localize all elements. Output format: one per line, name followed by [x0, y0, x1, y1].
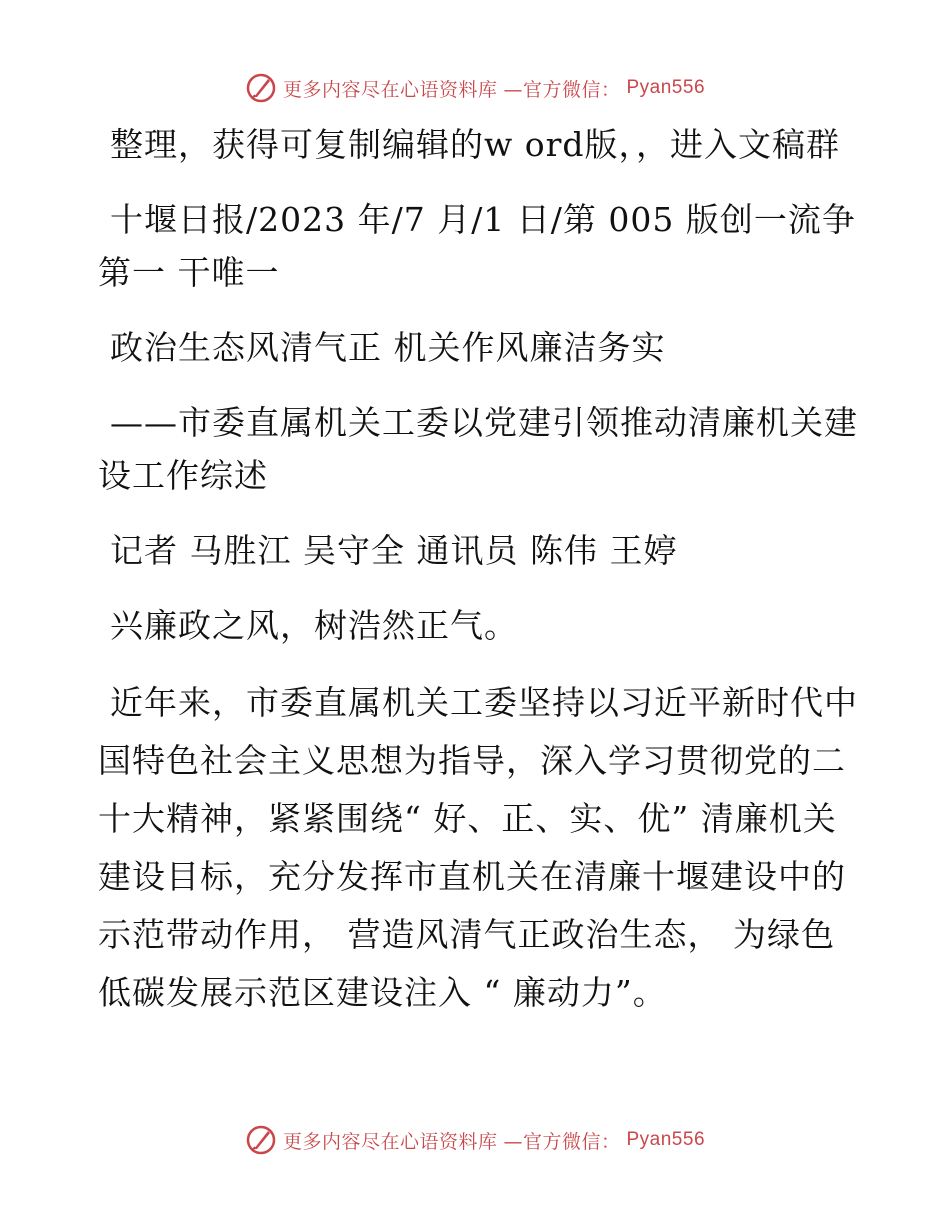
watermark-wechat-id: Pyan556	[626, 77, 706, 98]
watermark-wechat-id: Pyan556	[626, 1129, 706, 1150]
footer-watermark	[0, 1124, 950, 1156]
body-paragraph: 近年来，市委直属机关工委坚持以习近平新时代中国特色社会主义思想为指导，深入学习贯彻党的二十大精神，紧紧围绕“ 好、正、实、优” 清廉机关建设目标，充分发挥市直机关在清廉十堰建设中的示范带动作用， 营造风清气正政治生态， 为绿色低碳发展示范区建设注入 “ 廉动力”。	[98, 683, 858, 1012]
article-subtitle: ——市委直属机关工委以党建引领推动清廉机关建设工作综述	[98, 403, 858, 495]
document-body	[98, 118, 858, 1044]
source-line: 十堰日报/2023 年/7 月/1 日/第 005 版创一流争第一 干唯一	[98, 200, 856, 292]
header-watermark	[0, 72, 950, 104]
quill-logo-icon	[245, 72, 277, 104]
lead-sentence: 兴廉政之风，树浩然正气。	[110, 606, 518, 645]
watermark-text: 更多内容尽在心语资料库	[282, 1130, 498, 1153]
watermark-separator: —官方微信：	[503, 78, 621, 101]
watermark-separator: —官方微信：	[503, 1130, 621, 1153]
watermark-text: 更多内容尽在心语资料库	[282, 78, 498, 101]
byline: 记者 马胜江 吴守全 通讯员 陈伟 王婷	[110, 531, 678, 570]
intro-note: 整理，获得可复制编辑的w ord版，，进入文稿群	[110, 125, 841, 164]
quill-logo-icon	[245, 1124, 277, 1156]
article-title: 政治生态风清气正 机关作风廉洁务实	[110, 328, 666, 367]
